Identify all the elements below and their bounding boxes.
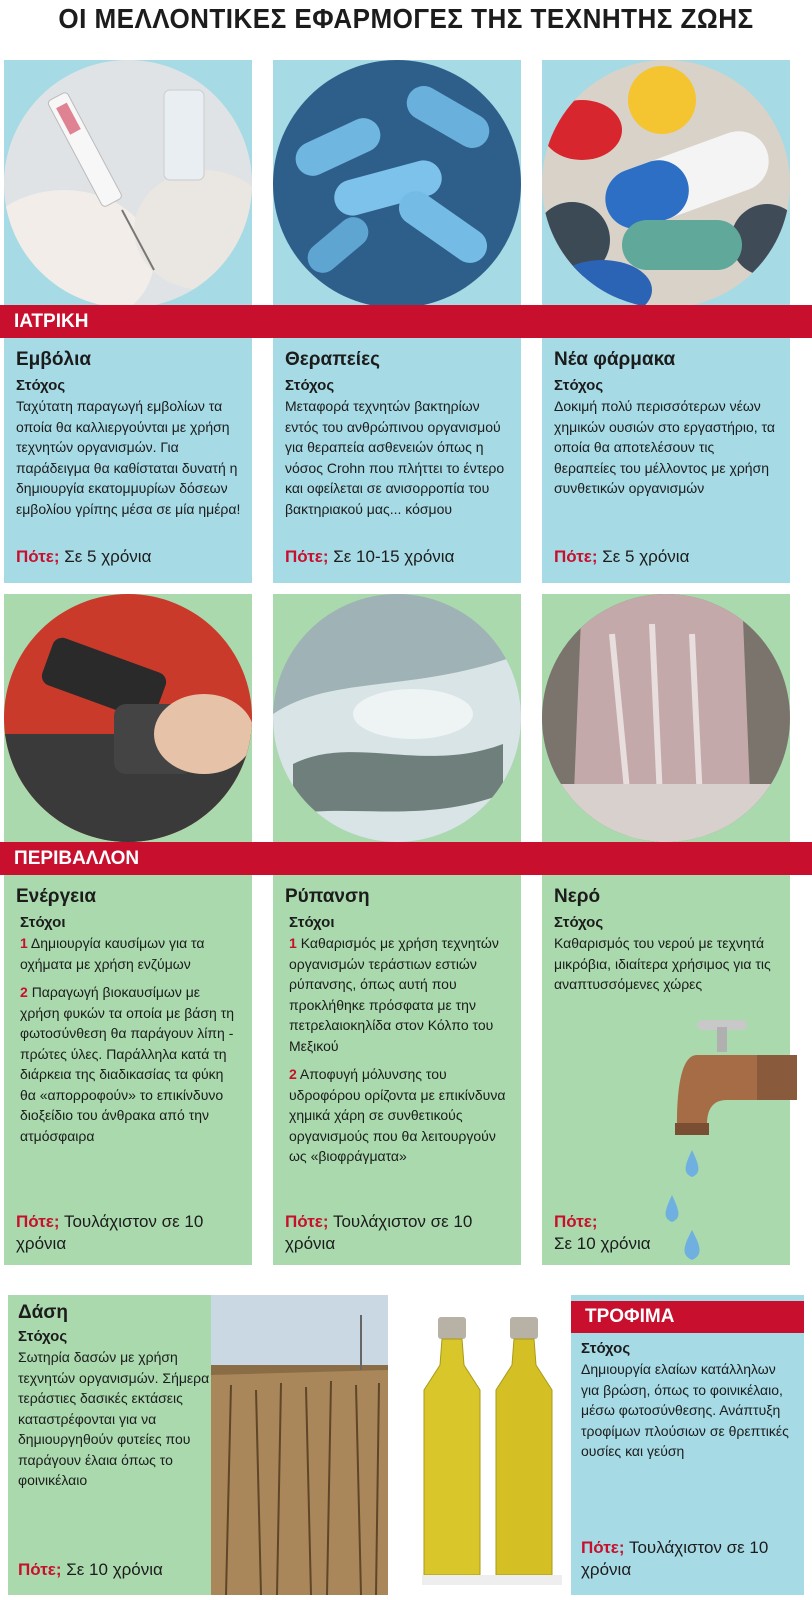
card-text: Μεταφορά τεχνητών βακτηρίων εντός του ανθρώπινου οργανισμού για θεραπεία ασθενειών όπως η νόσος Crohn που πλήττει το έντερο και οφείλεται σε ανισορροπία του βακτηριακού μας... κόσμου <box>285 398 505 517</box>
card-title: Ρύπανση <box>285 886 370 907</box>
item-text: Αποφυγή μόλυνσης του υδροφόρου ορίζοντα με επικίνδυνα χημικά χάρη σε συνθετικούς οργανισμούς που θα λειτουργούν ως «βιοφράγματα» <box>289 1066 506 1164</box>
item-number: 2 <box>20 984 28 1000</box>
card-item <box>16 982 242 1146</box>
when-value: Σε 5 χρόνια <box>602 547 690 566</box>
card-when <box>554 1211 651 1255</box>
item-number: 2 <box>289 1066 297 1082</box>
card-goal-label: Στόχος <box>18 1328 68 1345</box>
card-vaccines <box>4 338 252 583</box>
section-band-environment: ΠΕΡΙΒΑΛΛΟΝ <box>0 842 812 875</box>
card-therapies <box>273 338 521 583</box>
card-item <box>285 1064 511 1167</box>
when-label: Πότε; <box>285 547 329 566</box>
item-text: Παραγωγή βιοκαυσίμων με χρήση φυκών τα οποία με βάση τη φωτοσύνθεση θα παράγουν λίπη - πρώτες ύλες. Παράλληλα κατά τη διάρκεια της διαδικασίας τα φύκη θα «απορροφούν» το επικίνδυνο διοξείδιο του άνθρακα από την ατμόσφαιρα <box>20 984 235 1144</box>
card-goal-label: Στόχος <box>285 377 335 394</box>
syringe-photo <box>4 60 252 308</box>
card-title: Νέα φάρμακα <box>554 349 676 370</box>
food-text-block <box>571 1295 804 1595</box>
section-band-medicine: ΙΑΤΡΙΚΗ <box>0 305 812 338</box>
card-item <box>16 933 242 974</box>
when-label: Πότε; <box>18 1560 62 1579</box>
card-new-drugs <box>542 338 790 583</box>
card-title: Εμβόλια <box>16 349 92 370</box>
card-when <box>581 1537 796 1581</box>
card-text: Καθαρισμός του νερού με τεχνητά μικρόβια, ιδιαίτερα χρήσιμος για τις αναπτυσσόμενες χώρες <box>554 935 771 992</box>
water-tap-icon <box>657 1015 797 1265</box>
when-value: Τουλάχιστον σε 10 χρόνια <box>581 1538 769 1579</box>
card-text: Ταχύτατη παραγωγή εμβολίων τα οποία θα καλλιεργούνται με χρήση τεχνητών οργανισμών. Για παράδειγμα θα καθίσταται δυνατή η δημιουργία εκατομμυρίων δόσεων εμβολίου γρίπης μέσα σε μία ημέρα! <box>16 398 241 517</box>
item-number: 1 <box>289 935 297 951</box>
cornfield-photo <box>211 1295 388 1595</box>
when-label: Πότε; <box>554 1212 598 1231</box>
oil-spill-photo-panel <box>273 594 521 854</box>
when-label: Πότε; <box>16 1212 60 1231</box>
pills-photo-panel <box>542 60 790 320</box>
card-text: Σωτηρία δασών με χρήση τεχνητών οργανισμών. Σήμερα τεράστιες δασικές εκτάσεις καταστρέφονται για να δημιουργηθούν φυτείες που παράγουν έλαια όπως το φοινικέλαιο <box>18 1349 210 1488</box>
card-goal-label: Στόχος <box>554 377 604 394</box>
card-when <box>16 546 151 568</box>
fuel-nozzle-photo <box>4 594 252 842</box>
card-when <box>16 1211 252 1255</box>
card-when <box>18 1559 163 1581</box>
card-goal-label: Στόχοι <box>289 914 335 931</box>
bacteria-photo <box>273 60 521 308</box>
when-label: Πότε; <box>554 547 598 566</box>
when-label: Πότε; <box>16 547 60 566</box>
when-value: Τουλάχιστον σε 10 χρόνια <box>16 1212 204 1253</box>
forests-text-block <box>18 1299 218 1491</box>
polluted-water-photo <box>542 594 790 842</box>
page-title: ΟΙ ΜΕΛΛΟΝΤΙΚΕΣ ΕΦΑΡΜΟΓΕΣ ΤΗΣ ΤΕΧΝΗΤΗΣ ΖΩΗΣ <box>58 3 754 34</box>
card-pollution <box>273 875 521 1265</box>
pills-photo <box>542 60 790 308</box>
card-energy <box>4 875 252 1265</box>
oil-bottles-photo <box>416 1295 571 1595</box>
section-band-food: ΤΡΟΦΙΜΑ <box>571 1301 804 1333</box>
polluted-water-photo-panel <box>542 594 790 854</box>
card-title: Νερό <box>554 886 601 907</box>
when-value: Σε 10-15 χρόνια <box>333 547 455 566</box>
card-when <box>285 546 454 568</box>
food-panel <box>416 1295 804 1595</box>
card-when <box>554 546 689 568</box>
when-value: Τουλάχιστον σε 10 χρόνια <box>285 1212 473 1253</box>
when-value: Σε 10 χρόνια <box>554 1234 651 1253</box>
when-label: Πότε; <box>285 1212 329 1231</box>
card-goal-label: Στόχος <box>16 377 66 394</box>
card-item <box>285 933 511 1056</box>
item-text: Καθαρισμός με χρήση τεχνητών οργανισμών τεράστιων εστιών ρύπανσης, όπως αυτή που προκλήθηκε πρόσφατα με την πετρελαιοκηλίδα στον Κόλπο του Μεξικού <box>289 935 499 1054</box>
card-goal-label: Στόχοι <box>20 914 66 931</box>
oil-spill-photo <box>273 594 521 842</box>
card-title: Θεραπείες <box>285 349 380 370</box>
forests-panel <box>8 1295 388 1595</box>
fuel-nozzle-photo-panel <box>4 594 252 854</box>
card-when <box>285 1211 521 1255</box>
card-text: Δημιουργία ελαίων κατάλληλων για βρώση, όπως το φοινικέλαιο, μέσω φωτοσύνθεσης. Ανάπτυξη τροφίμων πλούσιων σε θρεπτικές ουσίες και γεύση <box>581 1361 789 1459</box>
item-number: 1 <box>20 935 28 951</box>
item-text: Δημιουργία καυσίμων για τα οχήματα με χρήση ενζύμων <box>20 935 205 972</box>
card-title: Δάση <box>18 1302 68 1323</box>
card-text: Δοκιμή πολύ περισσότερων νέων χημικών ουσιών στο εργαστήριο, τα οποία θα αποτελέσουν τις θεραπείες του μέλλοντος με χρήση συνθετικών οργανισμών <box>554 398 775 496</box>
when-value: Σε 5 χρόνια <box>64 547 152 566</box>
when-value: Σε 10 χρόνια <box>66 1560 163 1579</box>
when-label: Πότε; <box>581 1538 625 1557</box>
card-title: Ενέργεια <box>16 886 97 907</box>
card-goal-label: Στόχος <box>554 914 604 931</box>
syringe-photo-panel <box>4 60 252 320</box>
bacteria-photo-panel <box>273 60 521 320</box>
card-goal-label: Στόχος <box>581 1340 631 1357</box>
card-water <box>542 875 790 1265</box>
